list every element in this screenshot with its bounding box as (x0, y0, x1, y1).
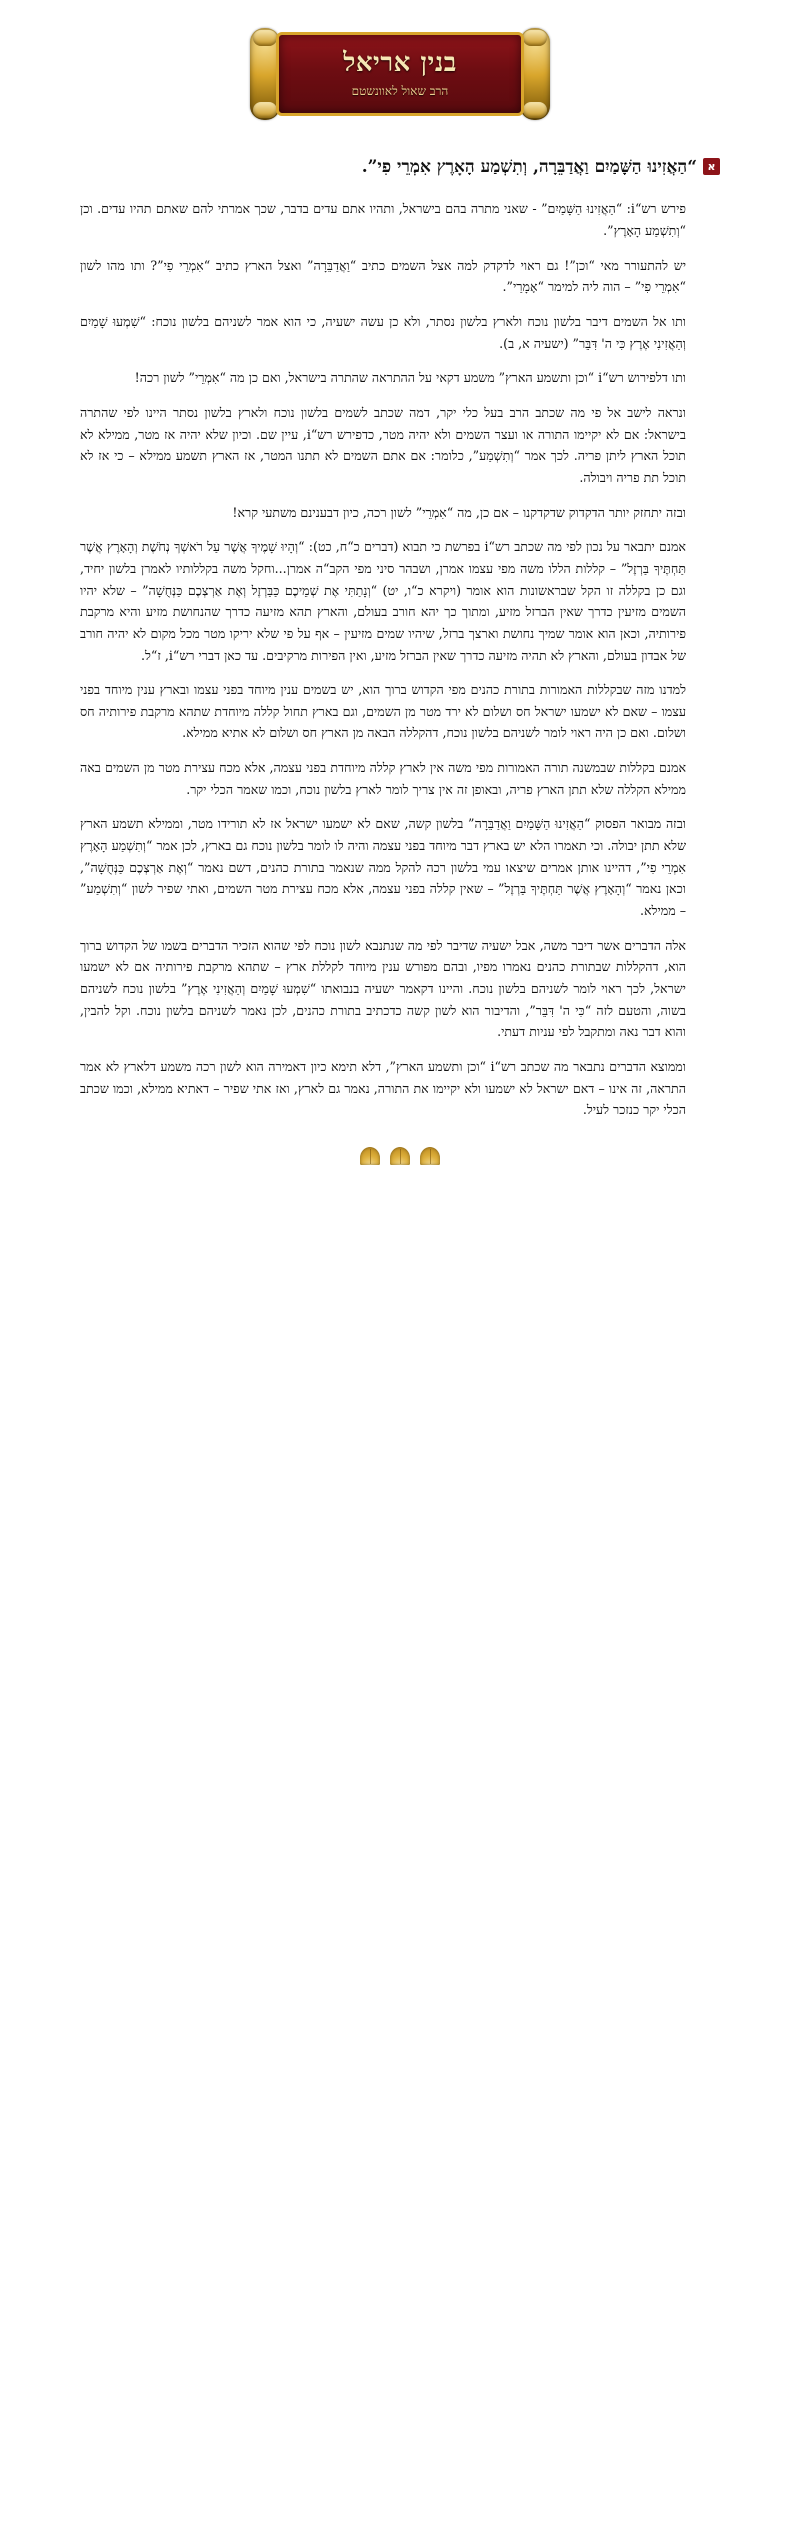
paragraph: פירש רש“i: “הַאֲזִינוּ הַשָּׁמַיִם” - שאני מתרה בהם בישראל, ותהיו אתם עדים בדבר, שכך אמרתי להם שאתם תהיו עדים. וכן “וְתִשְׁמַע הָאָרֶץ”. (80, 201, 686, 238)
paragraph: אמנם בקללות שבמשנה תורה האמורות מפי משה אין לארץ קללה מיוחדת בפני עצמה, אלא מכח עצירת מטר מן השמים באה ממילא הקללה שלא תתן הארץ פריה, ובאופן זה אין צריך לומר לארץ בלשון נוכח, וכמו שאמר הכלי יקר. (80, 760, 686, 797)
scroll-banner (250, 28, 550, 120)
paragraph: ונראה לישב אל פי מה שכתב הרב בעל כלי יקר, דמה שכתב לשמים בלשון נוכח ולארץ בלשון נסתר היינו לפי שהתרה בישראל: אם לא יקיימו התורה או ועצר השמים ולא יהיה מטר, כדפירש רש“i, עיין שם. וכיון שלא יהיה אז מטר, ממילא לא תוכל הארץ ליתן פריה. לכך אמר “וְתִשְׁמַע”, כלומר: אם אתם השמים לא תתנו המטר, אז הארץ תשמע ממילא – כי אז לא תוכל תת פריה ויבולה. (80, 404, 686, 485)
paragraph: ובזה מבואר הפסוק “הַאֲזִינוּ הַשָּׁמַיִם וַאֲדַבֵּרָה” בלשון קשה, שאם לא ישמעו ישראל אז לא תורידו מטר, וממילא תשמע הארץ שלא תתן יבולה. וכי תאמרו הלא יש בארץ דבר מיוחד בפני עצמה והיה לו לומר בלשון נוכח גם בארץ, לכן אמר “וְתִשְׁמַע הָאָרֶץ אִמְרֵי פִי”, דהיינו אותן אמרים שיצאו עמי בלשון רכה להקל ממה שנאמר בתורת כהנים, דשם נאמר “וְאֶת אַרְצְכֶם כַּנְּחֻשָׁה”, וכאן נאמר “וְהָאָרֶץ אֲשֶׁר תַּחְתֶּיךָ בַּרְזֶל” – שאין קללה בפני עצמה, אלא מכח עצירת מטר השמים, ואתי שפיר לשון “וְתִשְׁמַע” – ממילא. (80, 816, 686, 919)
document-page (0, 0, 800, 1195)
paragraph: ותו דלפירוש רש“i “וכן ותשמע הארץ” משמע דקאי על ההתראה שהתרה בישראל, ואם כן מה “אִמְרֵי” לשון רכה! (134, 370, 686, 386)
paragraph: יש להתעורר מאי “וכן”! גם ראוי לדקדק למה אצל השמים כתיב “וַאֲדַבֵּרָה” ואצל הארץ כתיב “אִמְרֵי פִי”? ותו מהו לשון “אִמְרֵי פִי” – הוה ליה למימר “אָמָרַי”. (80, 257, 686, 295)
book-title: בנין אריאל (343, 47, 457, 78)
page-footer-ornament (0, 1147, 800, 1195)
paragraph: וממוצא הדברים נתבאר מה שכתב רש“i “וכן ותשמע הארץ”, דלא תימא כיון דאמירה הוא לשון רכה משמע דלארץ לא אמר התראה, זה אינו – דאם ישראל לא ישמעו ולא יקיימו את התורה, נאמר גם לארץ, ואז אתי שפיר – דאתיא ממילא, וכמו שכתב הכלי יקר כנזכר לעיל. (80, 1059, 686, 1118)
shell-ornament-icon (360, 1147, 380, 1165)
book-author: הרב שאול לאוונשטם (351, 84, 449, 99)
paragraph: למדנו מזה שבקללות האמורות בתורת כהנים מפי הקדוש ברוך הוא, יש בשמים ענין מיוחד בפני עצמו ובארץ ענין מיוחד בפני עצמו – שאם לא ישמעו ישראל חס ושלום לא ירד מטר מן השמים, וגם בארץ תחול קללה מיוחדת שתהא מרקבת פירותיה חס ושלום. ואם כן היה ראוי לומר לשניהם בלשון נוכח, דהקללה הבאה מן הארץ חס ושלום לא אתיא ממילא. (80, 682, 686, 741)
paragraph: ותו אל השמים דיבר בלשון נוכח ולארץ בלשון נסתר, ולא כן עשה ישעיה, כי הוא אמר לשניהם בלשון נוכח: “שִׁמְעוּ שָׁמַיִם וְהַאֲזִינִי אֶרֶץ כִּי ה' דִּבֵּר” (ישעיה א, ב). (80, 313, 686, 351)
masthead (0, 0, 800, 120)
paragraph: ובזה יתחזק יותר הדקדוק שדקדקנו – אם כן, מה “אִמְרֵי” לשון רכה, כיון דבענינם משתעי קרא! (232, 504, 686, 520)
shell-ornament-icon (390, 1147, 410, 1165)
article-title-line (80, 154, 720, 180)
scroll-end-right-icon (520, 28, 550, 120)
banner-body (276, 32, 524, 116)
paragraph: אלה הדברים אשר דיבר משה, אבל ישעיה שדיבר לפי מה שנתנבא לשון נוכח לפי שהוא הזכיר הדברים בשמו של הקדוש ברוך הוא, דהקללות שבתורת כהנים נאמרו מפיו, ובהם מפורש ענין מיוחד לקללת ארץ – שתהא מרקבת פירותיה אם לא ישמעו ישראל, לכך ראוי לומר לשניהם בלשון נוכח. והיינו דקאמר ישעיה בנבואתו “שִׁמְעוּ שָׁמַיִם וְהַאֲזִינִי אֶרֶץ” בלשון נוכח לשניהם בשוה, והטעם לזה “כִּי ה' דִּבֵּר”, והדיבור הוא לשון קשה כדכתיב בתורת כהנים, לכן נאמר לשניהם בלשון נוכח. וקל להבין, והוא דבר נאה ומתקבל לפי עניות דעתי. (80, 937, 686, 1040)
siman-number-badge: א (703, 158, 720, 175)
article-title: “הַאֲזִינוּ הַשָּׁמַיִם וַאֲדַבֵּרָה, וְתִשְׁמַע הָאָרֶץ אִמְרֵי פִי”. (361, 157, 697, 177)
article-body (80, 120, 720, 1121)
shell-ornament-icon (420, 1147, 440, 1165)
paragraph: אמנם יתבאר על נכון לפי מה שכתב רש“i בפרשת כי תבוא (דברים כ“ח, כט): “וְהָיוּ שָׁמֶיךָ אֲשֶׁר עַל רֹאשְׁךָ נְחֹשֶׁת וְהָאָרֶץ אֲשֶׁר תַּחְתֶּיךָ בַּרְזֶל” – קללות הללו משה מפי עצמו אמרן, ושבהר סיני מפי הקב“ה אמרן...וחקל משה בקללותיו לאמרן בלשון יחיד, וגם כן בקללה זו הקל שבראשונות הוא אומר (ויקרא כ“ו, יט) “וְנָתַתִּי אֶת שְׁמֵיכֶם כַּבַּרְזֶל וְאֶת אַרְצְכֶם כַּנְּחֻשָׁה” – שלא יהיו השמים מזיעין כדרך שאין הברזל מזיע, ומתוך כך יהא חורב בעולם, והארץ תהא מזיעה כדרך שהנחושת מזיע והיא מרקבת פירותיה, וכאן הוא אומר שמיך נחושת וארצך ברזל, שיהיו שמים מזיעין – אף על פי שלא יריקו מטר מכל מקום לא יהיה חורב של אבדון בעולם, והארץ לא תהיה מזיעה כדרך שאין הברזל מזיע, ואין הפירות מרקיבים. עד כאן דברי רש“i, ז“ל. (80, 539, 686, 663)
